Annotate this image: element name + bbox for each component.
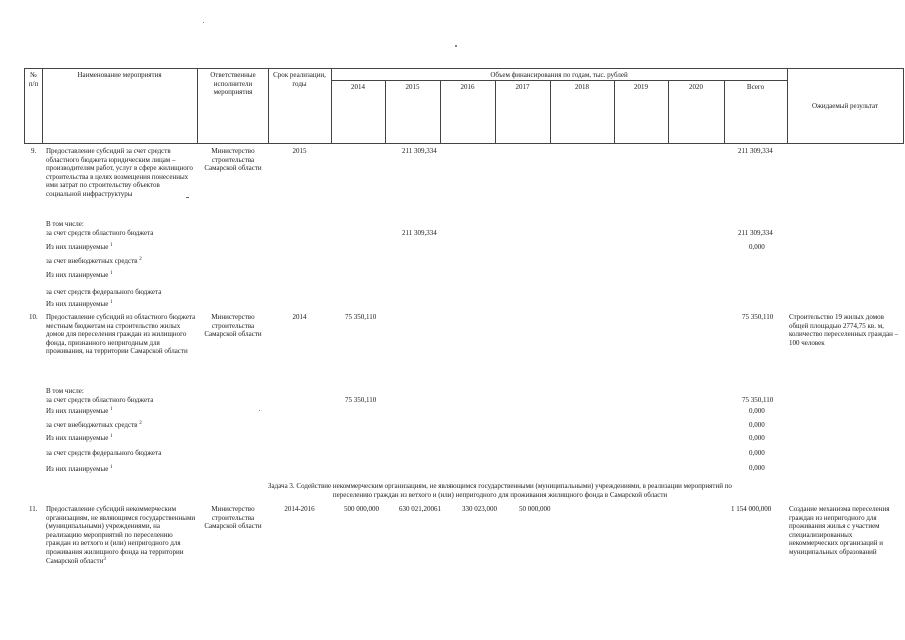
header-total: Всего — [746, 83, 765, 91]
table-top-border — [24, 68, 903, 69]
row10-period: 2014 — [292, 313, 307, 321]
row9-executor: Министерство строительства Самарской области — [204, 147, 262, 173]
row10-planned2-label: Из них планируемые $^1$ — [46, 434, 113, 442]
row9-regional-budget-label: за счет средств областного бюджета — [46, 229, 154, 237]
row9-period: 2015 — [292, 147, 307, 155]
row10-result: Строительство 19 жилых домов общей площадью 2774,75 кв. м, количество переселенных граждан – 100 человек — [789, 313, 899, 347]
header-year-2018: 2018 — [575, 83, 589, 91]
row10-value-2014: 75 350,110 — [345, 313, 377, 321]
row10-extrabudget-total: 0,000 — [749, 421, 765, 429]
header-year-2017: 2017 — [515, 83, 530, 91]
header-name: Наименование мероприятия — [77, 71, 162, 79]
header-num: № п/п — [28, 71, 39, 88]
row10-extrabudget-label: за счет внебюджетных средств $^2$ — [46, 421, 142, 429]
row10-federal-label: за счет средств федерального бюджета — [46, 449, 162, 457]
years-divider — [331, 80, 787, 81]
col-divider — [197, 68, 198, 144]
scan-speck — [455, 45, 457, 47]
row9-planned-label: Из них планируемые $^1$ — [46, 243, 113, 251]
row9-value-2015: 211 309,334 — [402, 147, 437, 155]
scan-speck — [203, 22, 204, 23]
row9-num: 9. — [31, 147, 37, 155]
row10-regional-budget-label: за счет средств областного бюджета — [46, 396, 154, 404]
header-period: Срок реализации, годы — [273, 71, 326, 88]
row10-planned2-total: 0,000 — [749, 434, 765, 442]
row10-regional-budget-total: 75 350,110 — [742, 396, 774, 404]
row10-federal-total: 0,000 — [749, 449, 765, 457]
header-year-2020: 2020 — [689, 83, 703, 91]
row10-planned-label: Из них планируемые $^1$ — [46, 407, 113, 415]
row11-total: 1 154 000,000 — [731, 505, 772, 513]
row9-name: Предоставление субсидий за счет средств областного бюджета юридическим лицам – производителям работ, услуг в сфере жилищного строительства в целях возмещения понесенных ими затрат по строительству объектов социальной инфраструктуры — [46, 147, 193, 198]
row10-name: Предоставление субсидий из областного бюджета местным бюджетам на строительство жилых домов для переселения граждан из жилищного фонда, признанного непригодным для проживания, на территории Самарской области — [46, 313, 196, 356]
row10-regional-budget-2014: 75 350,110 — [345, 396, 377, 404]
row10-executor: Министерство строительства Самарской области — [204, 313, 262, 339]
scan-mark — [186, 197, 189, 198]
row10-planned3-label: Из них планируемые $^1$ — [46, 465, 113, 473]
row9-extrabudget-label: за счет внебюджетных средств $^2$ — [46, 257, 142, 265]
row9-planned3-label: Из них планируемые $^1$ — [46, 300, 113, 308]
row9-planned-total: 0,000 — [749, 243, 765, 251]
header-executor: Ответственные исполнители мероприятия — [210, 71, 256, 97]
header-funding: Объем финансирования по годам, тыс. рублей — [490, 71, 628, 79]
row9-regional-budget-total: 211 309,334 — [738, 229, 773, 237]
header-result: Ожидаемый результат — [811, 102, 879, 110]
header-year-2016: 2016 — [460, 83, 475, 91]
row11-value-2015: 630 021,20061 — [399, 505, 441, 513]
row9-including-label: В том числе: — [46, 220, 84, 228]
header-year-2014: 2014 — [351, 83, 365, 91]
row10-total: 75 350,110 — [742, 313, 774, 321]
row9-federal-label: за счет средств федерального бюджета — [46, 288, 162, 296]
table-left-border — [24, 68, 25, 144]
row11-value-2016: 330 023,000 — [462, 505, 497, 513]
row11-name: Предоставление субсидий некоммерческим организациям, не являющимся государственными (муниципальными) учреждениями, на реализацию мероприятий по переселению граждан из ветхого и (или) непригодного для проживания жилищного фонда на территории Самарской области$^3$ — [46, 505, 196, 565]
row10-including-label: В том числе: — [46, 387, 84, 395]
task3-heading: Задача 3. Содействие некоммерческим организациям, не являющимся государственными (муниципальными) учреждениями, в реализации мероприятий по переселению граждан из ветхого и (или) непригодного для проживания жилищного фонда в Самарской области — [268, 482, 732, 499]
row9-planned2-label: Из них планируемые $^1$ — [46, 271, 113, 279]
table-right-border — [903, 68, 904, 144]
row11-result: Создание механизма переселения граждан из непригодного для проживания жилья с участием специализированных некоммерческих организаций и муниципальных образований — [789, 505, 890, 556]
row9-regional-budget-2015: 211 309,334 — [402, 229, 437, 237]
row10-planned3-total: 0,000 — [749, 464, 765, 472]
row11-num: 11. — [29, 505, 38, 513]
scan-speck — [259, 410, 260, 411]
row11-value-2017: 50 000,000 — [519, 505, 551, 513]
row10-planned-total: 0,000 — [749, 407, 765, 415]
row10-num: 10. — [29, 313, 38, 321]
row11-executor: Министерство строительства Самарской области — [204, 505, 262, 531]
header-year-2015: 2015 — [405, 83, 420, 91]
header-bottom-border — [24, 143, 903, 144]
row9-total: 211 309,334 — [738, 147, 773, 155]
header-year-2019: 2019 — [634, 83, 648, 91]
row11-value-2014: 500 000,000 — [344, 505, 379, 513]
row11-period: 2014-2016 — [284, 505, 315, 513]
